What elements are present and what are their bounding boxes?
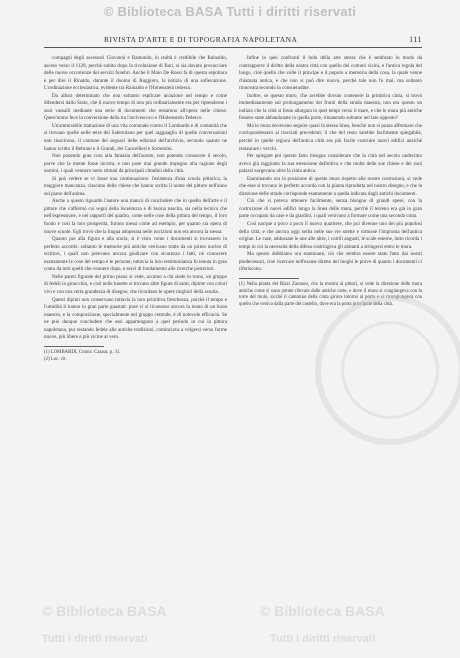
paragraph: Infine in quei confronti il lodo della arte stessa che è sembrato in modo da contrapporre il diritto della nostra città con quello dei comuni vicini, e l'antica regola del luogo, cioè quella che volle il principe e il popolo a memoria della cosa, la quale venne chiamata antica, e che non si può dire nuova, perchè tale non fu mai, ma soltanto rinnovata secondo la consuetudine. [239,55,422,92]
stamp-inner-ring [341,321,439,419]
paragraph: Ma le mura dovevano seguire quasi la stessa linea, benchè non si possa affermare che corrispondessero ai tracciati precedenti; il che del resto sarebbe facilmente spiegabile, perchè in quelle regioni dell'antica città era più facile costruire nuovi edifici anzichè restaurare i vecchi. [239,122,422,152]
page-number: 111 [409,35,422,44]
left-column [44,55,227,615]
paragraph: Ma questo dobbiamo ora esaminare, ciò che sembra essere stato fatto dai nostri predecessori, cioè ricercare nell'esame diretto dei luoghi le prove di quanto i documenti ci riferiscono. [239,251,422,273]
paragraph: Inoltre, se questo muro, che avrebbe dovuto contenere la primitiva cinta, si trovò immediatamente sul prolungamento dei fronti della strada maestra, non era questo un indizio che la città si fosse allargata in quei tempi verso il mare, e che le mura più antiche fossero state abbandonate in quella parte, rimanendo soltanto nel lato opposto? [239,92,422,122]
footnote-rule [239,278,299,279]
paragraph: Da allora determinato che non soltanto esplicare un'azione nel tempo e come difendersi dallo Stato, che il nuovo tempo di non più ordinariamente era per riprenderne i suoi vassalli mediante una serie di documenti che restarono all'opera nelle chiese. Quest'uomo fece la conversione della tra l'arcivescovo e l'Hohenstein Tedesco. [44,92,227,122]
paragraph: Quanto poi alla figura e alla storia, si è visto come i documenti si trovassero in perfetto accordo: soltanto le memorie più antiche venivano tratte da un primo nucleo di scrittori, i quali non potevano ancora giudicare con sicurezza i fatti, nè conoscere esattamente le cose del tempo e le persone; tuttavia la loro testimonianza fu tenuta in gran conto da tutti quelli che vennero dopo, e servì di fondamento alle ricerche posteriori. [44,236,227,273]
journal-title: RIVISTA D'ARTE E DI TOPOGRAFIA NAPOLETANA [104,35,298,44]
watermark-text: © Biblioteca BASA [260,603,385,619]
watermark-text: © Biblioteca BASA [42,603,167,619]
paragraph: compagni degli ascessori Giovanni e Ramondo, in realtà è credibile che Rainaldo, asceso verso il 1128, perchè subito dopo la rivoluzione di Bari, si sia dovuto procacciare delle nuove occorrenze dei servizi funebri. Anche il Maio De Rossi fa di questa sepoltura e per dire il Rinaldo, durante il duomo di Ruggiero, la notizia di una sollevazione. L'ordinazione ecclesiastica, evidente tra Rainaldo e l'Hohenstein tedesco. [44,55,227,92]
footnote: (1) Nella pianta del Rizzi Zannoni, che la mostra ai pittori, si vede la direzione delle mura antiche come si sono potute rilevare dalle antiche carte, e dove il muro si congiungeva con la torre del molo, sicchè il cammino della cinta girava intorno al porto e si ricongiungeva con quello che veniva dalla parte del castello, dove era la porta principale della città. [239,281,422,308]
paragraph: Si può vedere se vi fosse una continuazione: l'esistenza d'una scuola pittorica, la maggiore mancanza, ciascuno delle chiese che hanno scritto il nome del pittore nell'anno sul piano dell'anima. [44,175,227,197]
paragraph: Ciò che si poteva ottenere facilmente, senza bisogno di grandi spese, con la costruzione di nuovi edifici lungo la linea delle mura, perchè il terreno era già in gran parte occupato da case e da giardini, i quali venivano a formare come una seconda cinta. [239,198,422,220]
paragraph: Esaminando ora la posizione di queste mura rispetto alle nostre costruzioni, si vede che esse si trovano in perfetto accordo con la pianta riprodotta nel nostro disegno, e che la direzione delle strade corrisponde esattamente a quella indicata dagli antichi documenti. [239,175,422,197]
watermark-text: Tutti i diritti riservati [270,633,376,645]
copyright-banner: © Biblioteca BASA Tutti i diritti riservati [103,3,357,19]
watermark-text: Tutti i diritti riservati [42,633,148,645]
paragraph: Anche a questo riguardo l'autore non mancò di concludere che in quello dell'arte e il pittore che s'affermò coi segni della lucentezza e di buona nascita, sia nella tecnica che nell'espressione, e nei rapporti del quadro, come nelle cose della pittura del tempo, il loro fondo e così la loro prosperità, furono messi come ad esempio, per quanto sia opera di nuove scuole. Egli trovò che la lingua adoperata nelle iscrizioni non era ancora la stessa. [44,198,227,235]
library-stamp-watermark [315,295,460,445]
header-rule [44,47,422,48]
footnote: (2) Loc. cit. [44,356,67,362]
paragraph: Non ponendo gran cura alla fantasia dell'autore, non potendo conoscere il secolo, parve che la mente fosse incerta, e non pose mai grande impegno alla ragione degli uomini, i quali vennero tanto stimati da principali cittadini della città. [44,153,227,175]
paragraph: Nelle pareti figurate del primo piano si vede, accanto a chi siede in trono, un gruppo di fedeli in ginocchio, e così nelle lunette si trovano altre figure di santi, dipinte con colori vivi e con una certa grandezza di disegno, che ricordano le opere migliori della scuola. [44,273,227,295]
footnote-rule [44,346,104,347]
footnote: (1) LOMBARDI, Cronic. Casaur. p. 31. [44,349,121,355]
running-header [44,35,422,47]
paragraph: Per spiegare poi questo fatto bisogna considerare che la città nel secolo undecimo aveva già raggiunto la sua estensione definitiva e che molte delle sue chiese e dei suoi palazzi sorgevano oltre la cinta antica. [239,153,422,175]
paragraph: Così nacque a poco a poco il nuovo quartiere, che poi divenne uno dei più popolosi della città, e che ancora oggi serba nelle sue vie strette e tortuose l'impronta dell'antica origine. Le case, addossate le une alle altre, i cortili angusti, le scale esterne, tutto ricorda i tempi in cui la necessità della difesa costringeva gli abitanti a stringersi entro le mura. [239,221,422,250]
paragraph: Questi dipinti non conservano tuttavia la loro primitiva freschezza, poichè il tempo e l'umidità li hanno in gran parte guastati: pure vi si riconosce ancora la mano di un buon maestro, e la composizione, specialmente nel gruppo centrale, è di notevole efficacia. Se ne può dunque concludere che essi appartengono a quel periodo in cui la pittura napoletana, pur restando fedele alle antiche tradizioni, cominciava a volgersi verso forme nuove, più libere e più vicine al vero. [44,296,227,341]
paragraph: Un'ammirabile trattazione di una vita comunale contro il Lombardo e di comunità che si trovano quelle nelle terre del Salernitano per quel ragguaglio di quelle conversazioni non riuscirono, il comune dei seguaci delle edizioni dell'archivio, secondo quanto ne hanno scritto il Beltrani e il Grandi, dei Cancellieri e Sorrentini. [44,122,227,152]
